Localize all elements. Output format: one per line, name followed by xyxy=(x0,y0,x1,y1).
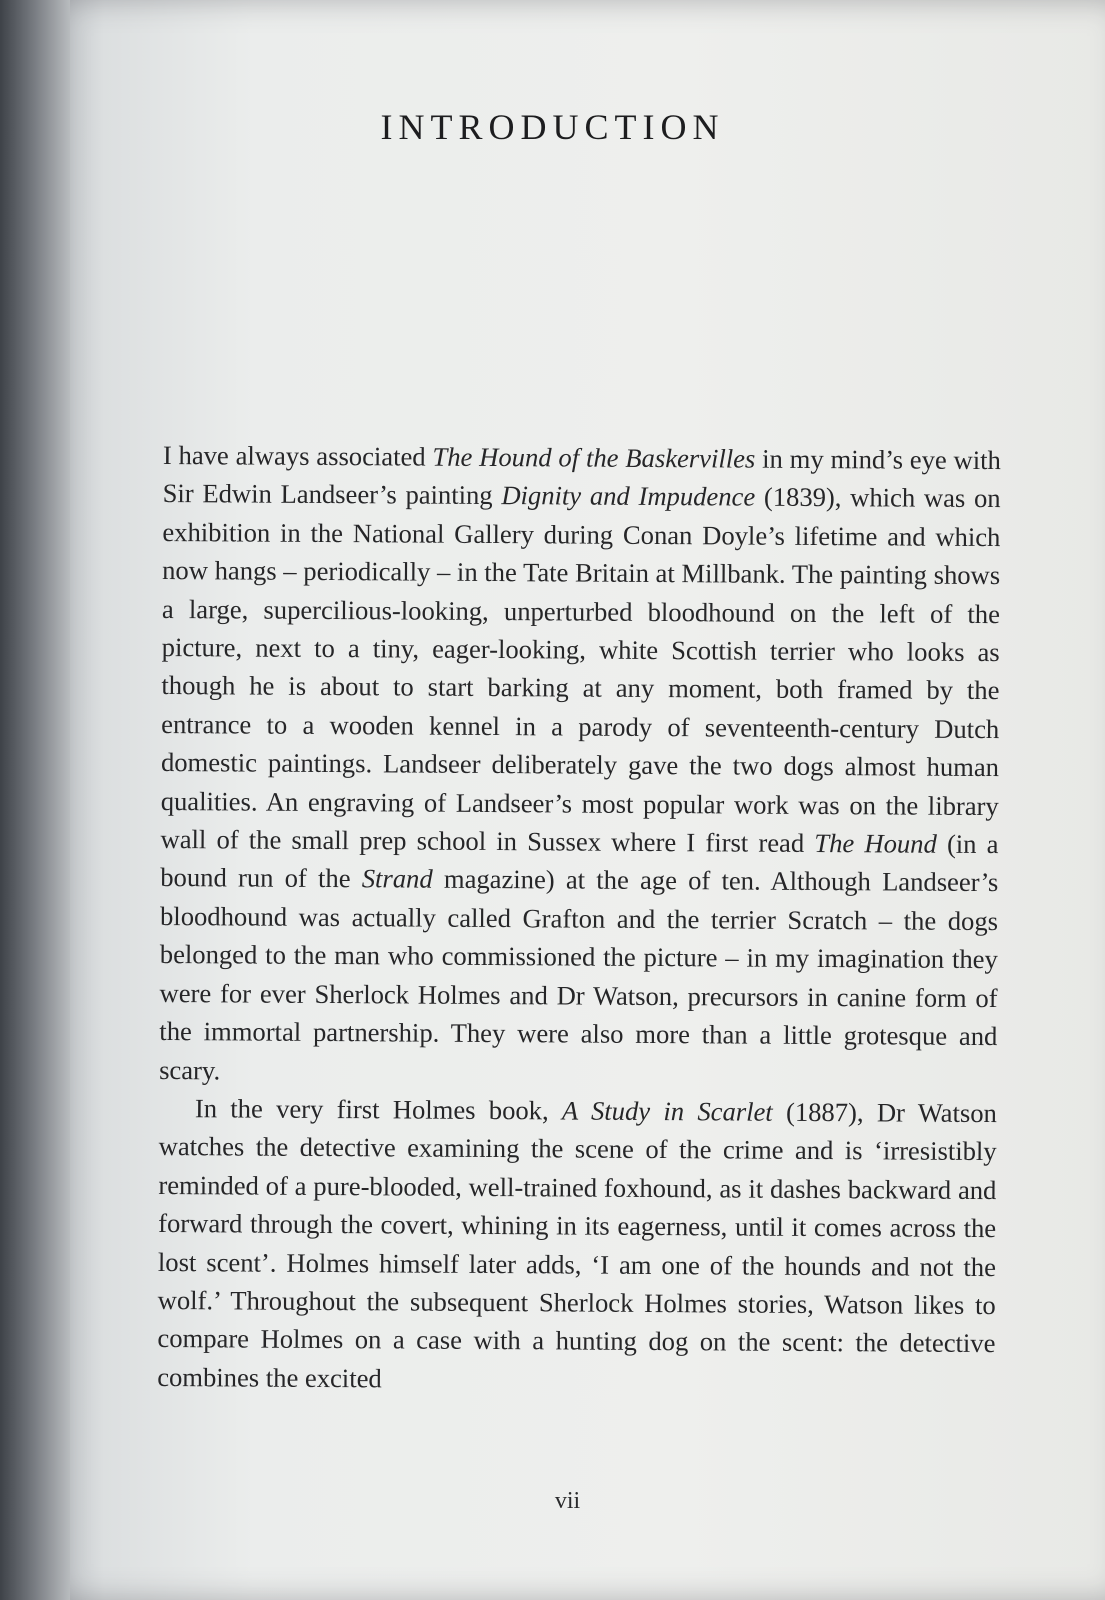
text-segment: (1839), which was on exhibition in the National Gallery during Conan Doyle’s lifetime and which now hangs – periodically – in the Tate Britain at Millbank. The painting shows a large, supercilious-looking, unperturbed bloodhound on the left of the picture, next to a tiny, eager-looking, white Scottish terrier who looks as though he is about to start barking at any moment, both framed by the entrance to a wooden kennel in a parody of seventeenth-century Dutch domestic paintings. Landseer deliberately gave the two dogs almost human qualities. An engraving of Landseer’s most popular work was on the library wall of the small prep school in Sussex where I first read xyxy=(160,482,1001,859)
text-segment: in my mind’s eye with Sir Edwin Landseer’s painting xyxy=(162,443,1001,511)
page-number: vii xyxy=(554,1488,581,1514)
text-segment: In the very first Holmes book, xyxy=(194,1093,563,1126)
paragraph-2 xyxy=(157,1089,997,1401)
text-segment: (in a bound run of the xyxy=(160,828,999,894)
text-segment: magazine) at the age of ten. Although Landseer’s bloodhound was actually called Grafton and the terrier Scratch – the dogs belonged to the man who commissioned the picture – in my imagination they were for ever Sherlock Holmes and Dr Watson, precursors in canine form of the immortal partnership. They were also more than a little grotesque and scary. xyxy=(159,864,999,1085)
body-text xyxy=(157,436,1001,1401)
painting-title-italic: Dignity and Impudence xyxy=(501,480,756,513)
book-title-italic: The Hound xyxy=(814,828,937,859)
chapter-title: INTRODUCTION xyxy=(380,107,725,148)
book-title-italic: A Study in Scarlet xyxy=(561,1095,773,1127)
text-segment: (1887), Dr Watson watches the detective examining the scene of the crime and is ‘irresistibly reminded of a pure-blooded, well-trained foxhound, as it dashes backward and forward through the covert, whining in its eagerness, until it comes across the lost scent’. Holmes himself later adds, ‘I am one of the hounds and not the wolf.’ Throughout the subsequent Sherlock Holmes stories, Watson likes to compare Holmes on a case with a hunting dog on the scent: the detective combines the excited xyxy=(157,1096,997,1394)
text-segment: I have always associated xyxy=(162,439,433,472)
magazine-title-italic: Strand xyxy=(361,863,433,895)
paragraph-1 xyxy=(159,436,1001,1094)
book-spine-shadow xyxy=(0,0,70,1600)
book-title-italic: The Hound of the Baskervilles xyxy=(432,441,756,474)
